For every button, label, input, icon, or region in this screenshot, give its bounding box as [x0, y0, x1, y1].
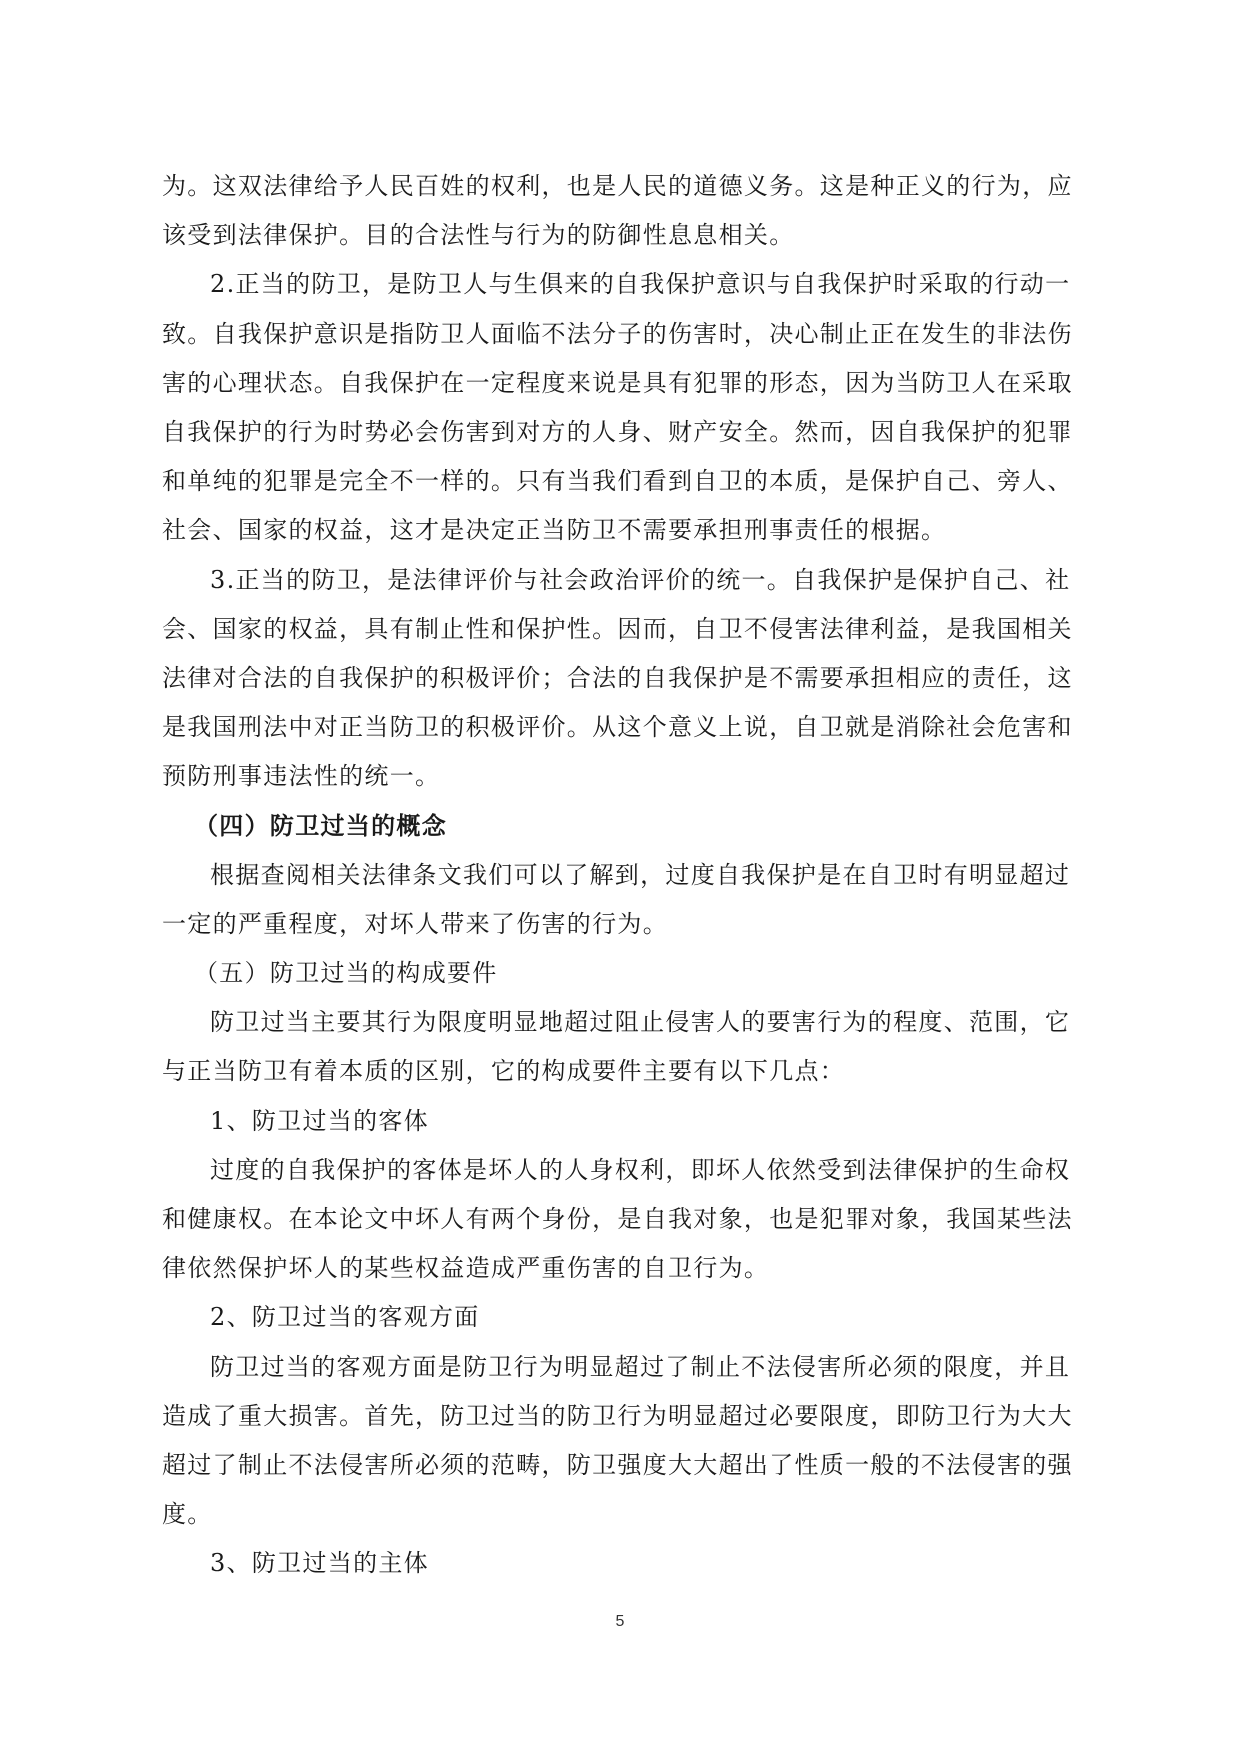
paragraph-line: 过度的自我保护的客体是坏人的人身权利，即坏人依然受到法律保护的生命权: [210, 1155, 1071, 1184]
paragraph-line: 度。: [162, 1500, 213, 1529]
paragraph-line: 与正当防卫有着本质的区别，它的构成要件主要有以下几点：: [162, 1057, 846, 1086]
paragraph-line: 会、国家的权益，具有制止性和保护性。因而，自卫不侵害法律利益，是我国相关: [162, 614, 1073, 643]
subsection-heading: 1、防卫过当的客体: [210, 1106, 429, 1135]
subsection-heading: 3、防卫过当的主体: [210, 1549, 429, 1578]
paragraph-line: 法律对合法的自我保护的积极评价；合法的自我保护是不需要承担相应的责任，这: [162, 663, 1073, 692]
paragraph-line: 造成了重大损害。首先，防卫过当的防卫行为明显超过必要限度，即防卫行为大大: [162, 1401, 1073, 1430]
paragraph-line: 致。自我保护意识是指防卫人面临不法分子的伤害时，决心制止正在发生的非法伤: [162, 319, 1073, 348]
paragraph-line: 根据查阅相关法律条文我们可以了解到，过度自我保护是在自卫时有明显超过: [210, 860, 1071, 889]
paragraph-line: 为。这双法律给予人民百姓的权利，也是人民的道德义务。这是种正义的行为，应: [162, 172, 1073, 200]
paragraph-line: 和健康权。在本论文中坏人有两个身份，是自我对象，也是犯罪对象，我国某些法: [162, 1204, 1073, 1233]
paragraph-line: 防卫过当主要其行为限度明显地超过阻止侵害人的要害行为的程度、范围，它: [210, 1008, 1071, 1037]
page-number: 5: [615, 1613, 625, 1630]
paragraph-line: 预防刑事违法性的统一。: [162, 762, 441, 791]
paragraph-line: 防卫过当的客观方面是防卫行为明显超过了制止不法侵害所必须的限度，并且: [210, 1352, 1071, 1381]
paragraph-line: 自我保护的行为时势必会伤害到对方的人身、财产安全。然而，因自我保护的犯罪: [162, 417, 1073, 446]
paragraph-line: 害的心理状态。自我保护在一定程度来说是具有犯罪的形态，因为当防卫人在采取: [162, 368, 1073, 397]
section-heading: （四）防卫过当的概念: [194, 811, 447, 841]
paragraph-line: 和单纯的犯罪是完全不一样的。只有当我们看到自卫的本质，是保护自己、旁人、: [162, 467, 1073, 496]
page-body: [162, 162, 1073, 1588]
paragraph-line: 社会、国家的权益，这才是决定正当防卫不需要承担刑事责任的根据。: [162, 516, 947, 545]
subsection-heading: 2、防卫过当的客观方面: [210, 1303, 480, 1332]
paragraph-line: 2.正当的防卫，是防卫人与生俱来的自我保护意识与自我保护时采取的行动一: [210, 270, 1071, 299]
paragraph-line: 3.正当的防卫，是法律评价与社会政治评价的统一。自我保护是保护自己、社: [210, 565, 1071, 594]
paragraph-line: 该受到法律保护。目的合法性与行为的防御性息息相关。: [162, 221, 795, 250]
paragraph-line: 一定的严重程度，对坏人带来了伤害的行为。: [162, 909, 668, 938]
paragraph-line: 超过了制止不法侵害所必须的范畴，防卫强度大大超出了性质一般的不法侵害的强: [162, 1450, 1073, 1479]
paragraph-line: 律依然保护坏人的某些权益造成严重伤害的自卫行为。: [162, 1254, 770, 1283]
section-heading: （五）防卫过当的构成要件: [194, 959, 498, 987]
paragraph-line: 是我国刑法中对正当防卫的积极评价。从这个意义上说，自卫就是消除社会危害和: [162, 713, 1073, 742]
